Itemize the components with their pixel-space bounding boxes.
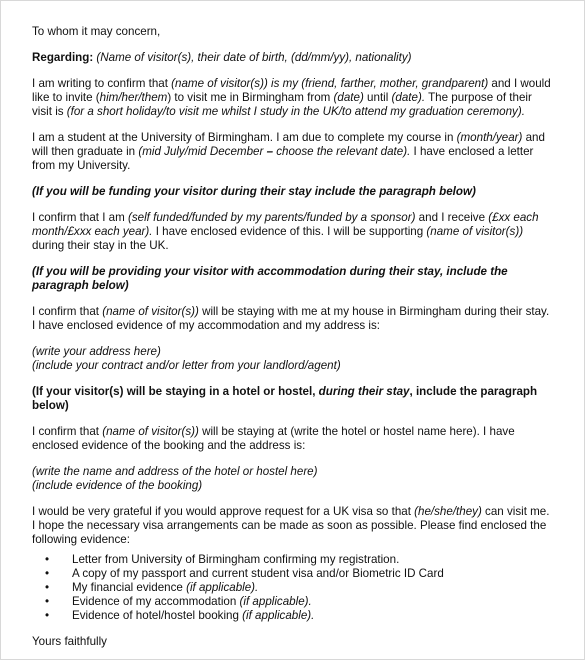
letter-body — [32, 25, 552, 649]
text-run: The purpose of their visit is — [32, 91, 532, 118]
bullet-icon: • — [44, 581, 50, 594]
accommodation-heading: (If you will be providing your visitor with accommodation during their stay, include the paragraph below) — [32, 265, 508, 292]
text-run: , include the paragraph below) — [32, 385, 538, 412]
funding-paragraph — [32, 211, 552, 253]
placeholder-run: (month/year) — [456, 131, 523, 144]
list-item-note: (if applicable). — [242, 609, 315, 622]
address-note — [32, 345, 552, 373]
funding-heading: (If you will be funding your visitor during their stay include the paragraph below) — [32, 185, 476, 198]
dash-run: – — [266, 145, 274, 158]
placeholder-run: (name of visitor(s)) — [102, 305, 199, 318]
bullet-icon: • — [44, 553, 50, 566]
regarding-label: Regarding: — [32, 51, 94, 64]
list-item — [42, 553, 552, 567]
evidence-list — [32, 553, 552, 623]
bullet-icon: • — [44, 609, 50, 622]
hotel-note-line: (write the name and address of the hotel or hostel here) — [32, 465, 318, 478]
text-run: until — [363, 91, 392, 104]
visa-request-paragraph — [32, 505, 552, 547]
text-run: I confirm that — [32, 305, 103, 318]
list-item-note: (if applicable). — [186, 581, 259, 594]
bullet-icon: • — [44, 567, 50, 580]
placeholder-run: him/her/them — [99, 91, 168, 104]
text-run: I confirm that I am — [32, 211, 128, 224]
text-run: I am writing to confirm that — [32, 77, 172, 90]
regarding-line — [32, 51, 552, 65]
text-run: will be staying at (write the hotel or hostel name here). I have enclosed evidence of the booking and the address is: — [32, 425, 515, 452]
text-run: I would be very grateful if you would approve request for a UK visa so that — [32, 505, 415, 518]
student-status-paragraph — [32, 131, 552, 173]
accommodation-paragraph — [32, 305, 552, 333]
text-run: I confirm that — [32, 425, 103, 438]
list-item — [42, 581, 552, 595]
address-note-line: (write your address here) — [32, 345, 161, 358]
greeting: To whom it may concern, — [32, 25, 161, 38]
list-item-note: (if applicable). — [239, 595, 312, 608]
text-run: ) to visit me in Birmingham from — [167, 91, 334, 104]
invitation-paragraph — [32, 77, 552, 119]
placeholder-run: (£xx each month/£xxx each year). — [32, 211, 539, 238]
placeholder-run: (date). — [391, 91, 426, 104]
text-run: and I would like to invite ( — [32, 77, 551, 104]
hotel-note-line: (include evidence of the booking) — [32, 479, 203, 492]
placeholder-run: (mid July/mid December — [138, 145, 267, 158]
placeholder-run: (for a short holiday/to visit me whilst I study in the UK/to attend my graduation ceremony). — [66, 105, 525, 118]
text-run: will be staying with me at my house in Birmingham during their stay. I have enclosed evidence of my accommodation and my address is: — [32, 305, 550, 332]
list-item-text: My financial evidence — [72, 581, 187, 594]
regarding-text: (Name of visitor(s), their date of birth, (dd/mm/yy), nationality) — [93, 51, 412, 64]
text-run: I have enclosed a letter from my University. — [32, 145, 534, 172]
text-run: can visit me. I hope the necessary visa arrangements can be made as soon as possible. Please find enclosed the following evidence: — [32, 505, 550, 546]
text-run: I have enclosed evidence of this. I will be supporting — [152, 225, 427, 238]
closing: Yours faithfully — [32, 635, 107, 648]
bullet-icon: • — [44, 595, 50, 608]
list-item-text: Evidence of my accommodation — [72, 595, 240, 608]
hotel-paragraph — [32, 425, 552, 453]
text-run: (If your visitor(s) will be staying in a hotel or hostel, — [32, 385, 319, 398]
address-note-line: (include your contract and/or letter from your landlord/agent) — [32, 359, 341, 372]
placeholder-run: (name of visitor(s)) is my (friend, farther, mother, grandparent) — [171, 77, 489, 90]
placeholder-run: (name of visitor(s)) — [102, 425, 199, 438]
list-item-text: Evidence of hotel/hostel booking — [72, 609, 243, 622]
placeholder-run: (name of visitor(s)) — [426, 225, 524, 238]
list-item — [42, 609, 552, 623]
text-run: and will then graduate in — [32, 131, 545, 158]
list-item-text: Letter from University of Birmingham confirming my registration. — [72, 553, 400, 566]
text-run: during their stay — [318, 385, 410, 398]
list-item — [42, 595, 552, 609]
placeholder-run: (date) — [333, 91, 364, 104]
hotel-note — [32, 465, 552, 493]
list-item — [42, 567, 552, 581]
placeholder-run: (self funded/funded by my parents/funded by a sponsor) — [128, 211, 416, 224]
hotel-heading — [32, 385, 552, 413]
placeholder-run: (he/she/they) — [414, 505, 482, 518]
text-run: during their stay in the UK. — [32, 239, 169, 252]
placeholder-run: choose the relevant date). — [273, 145, 411, 158]
text-run: and I receive — [415, 211, 489, 224]
text-run: I am a student at the University of Birmingham. I am due to complete my course in — [32, 131, 457, 144]
list-item-text: A copy of my passport and current student visa and/or Biometric ID Card — [72, 567, 444, 580]
